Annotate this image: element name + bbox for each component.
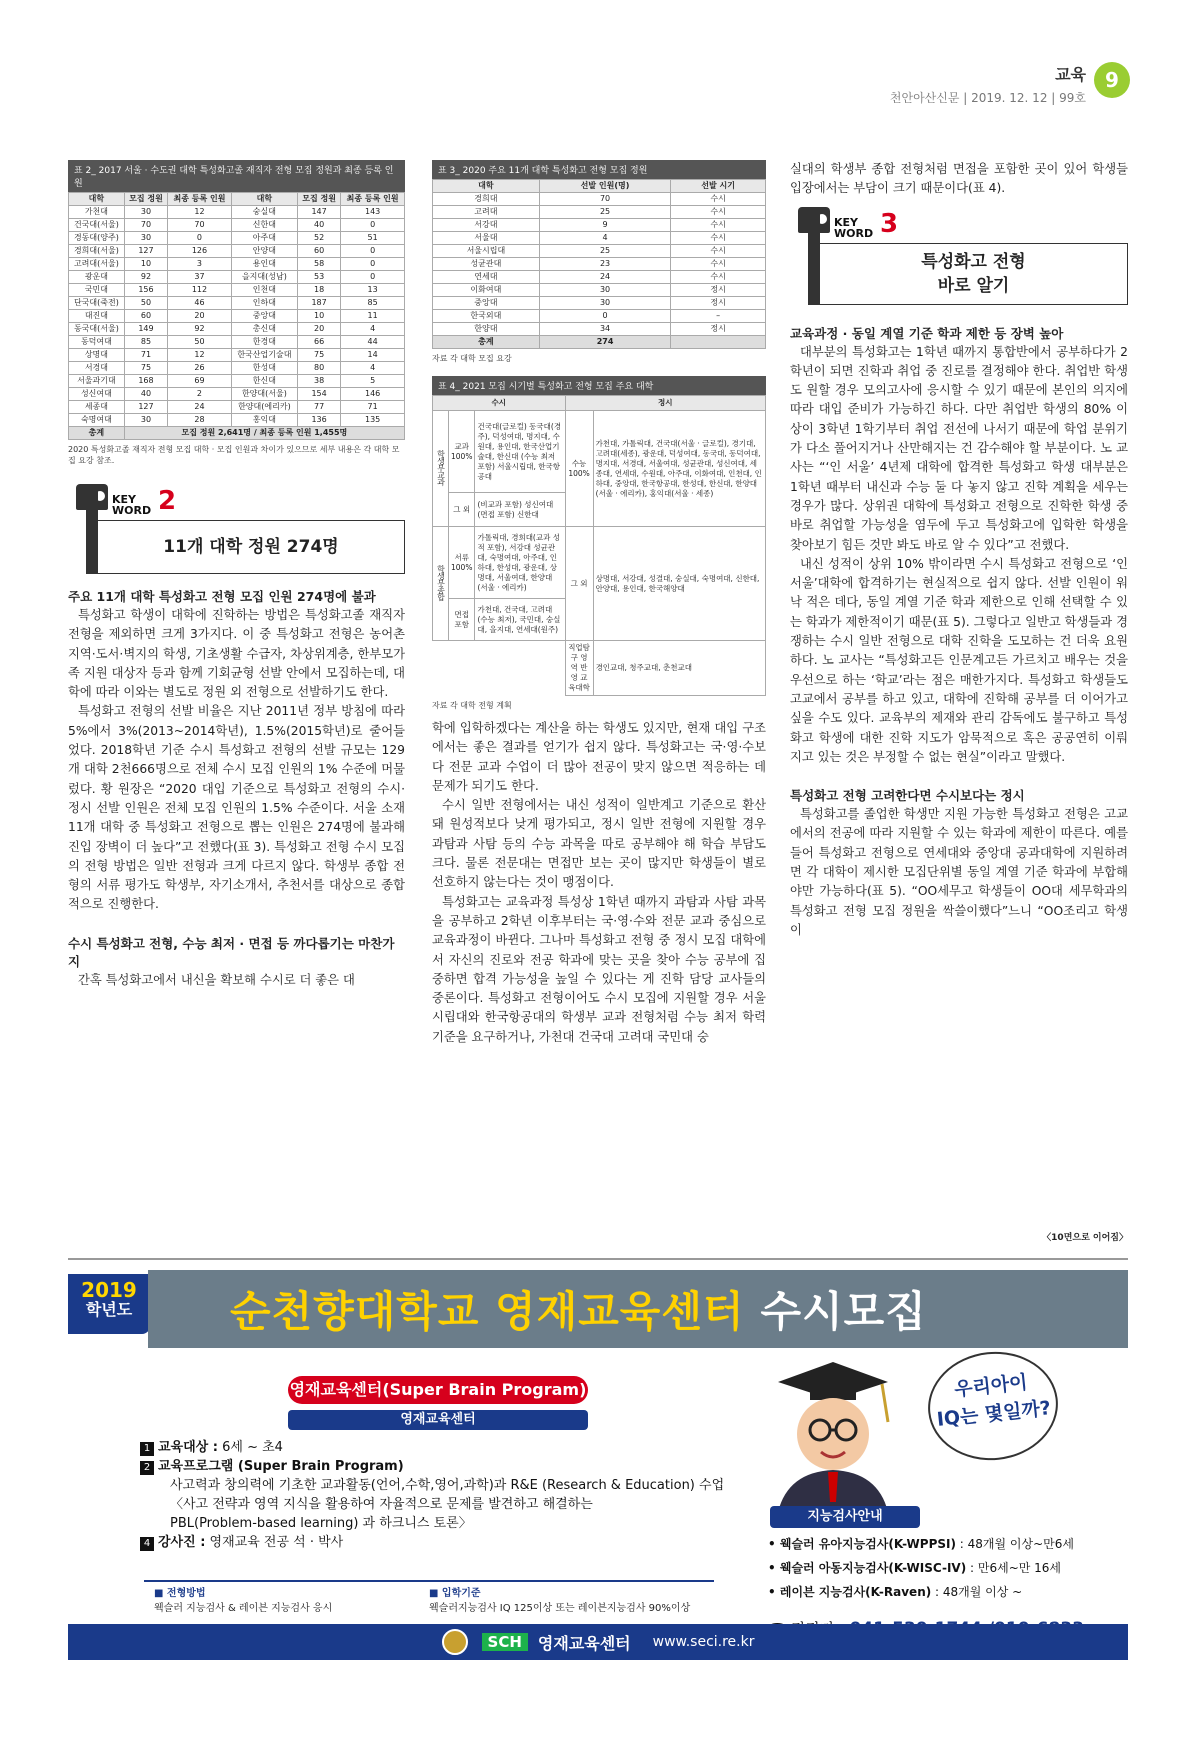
ad-item-2-line2: 〈사고 전략과 영역 지식을 활용하여 자율적으로 문제를 발견하고 해결하는 xyxy=(170,1497,593,1512)
table-cell: 인하대 xyxy=(231,297,297,310)
column-2 xyxy=(432,160,766,1047)
table-row xyxy=(69,232,405,245)
paragraph: 특성화고는 교육과정 특성상 1학년 때까지 과탐과 사탐 과목을 공부하고 2학년 이후부터는 국·영·수와 전문 교과 중심으로 교육과정이 바뀐다. 그나마 특성화고 전형 중 정시 모집 대학에서 자신의 진로와 전공 학과에 맞는 곳을 찾아 수능 공부에 집중하면 합격 가능성을 높일 수 있다는 게 진학 담당 교사들의 중론이다. 특성화고 전형이어도 수시 모집에 지원할 경우 서울시립대와 한국항공대의 학생부 교과 전형처럼 수능 최저 학력 기준을 요구하거나, 가천대 건국대 고려대 국민대 숭 xyxy=(432,894,766,1044)
column-3 xyxy=(790,160,1128,940)
table2-body xyxy=(69,206,405,427)
key-shaft xyxy=(86,490,98,574)
table-cell: 4 xyxy=(341,362,405,375)
table-cell: 30 xyxy=(124,414,167,427)
table-cell: 정시 xyxy=(671,297,766,310)
table-cell: 4 xyxy=(341,323,405,336)
ad-box2-head: ■ 입학기준 xyxy=(429,1588,481,1599)
table4-gyogwa100: 교과 100% xyxy=(449,411,475,493)
table-cell: 37 xyxy=(168,271,232,284)
table-row xyxy=(69,219,405,232)
table2-note: 2020 특성화고졸 재직자 전형 모집 대학 · 모집 인원과 차이가 있으므로 세부 내용은 각 대학 모집 요강 참조. xyxy=(68,445,400,465)
col2-body xyxy=(432,719,766,1047)
table3-total-value: 274 xyxy=(539,336,671,349)
table-cell: 이화여대 xyxy=(433,284,540,297)
table-cell: 70 xyxy=(124,219,167,232)
table-cell: 중앙대 xyxy=(433,297,540,310)
table2-total-label: 총계 xyxy=(69,427,125,440)
table-cell: 18 xyxy=(297,284,340,297)
table-cell: 14 xyxy=(341,349,405,362)
advertisement xyxy=(68,1258,1128,1660)
table-row xyxy=(69,401,405,414)
col3-kicker2: 특성화고 전형 고려한다면 수시보다는 정시 xyxy=(790,788,1025,804)
ad-test-1: • 웩슬러 유아지능검사(K-WPPSI) : 48개월 이상~만6세 xyxy=(768,1537,1074,1551)
col1-body-2 xyxy=(68,971,405,990)
table-cell: 한신대 xyxy=(231,375,297,388)
keyword3-box xyxy=(790,207,1128,305)
table-cell: 경동대(양주) xyxy=(69,232,125,245)
table3-source: 자료 각 대학 모집 요강 xyxy=(432,354,512,363)
table-cell: 40 xyxy=(297,219,340,232)
table4-col-susi: 수시 xyxy=(433,396,566,411)
page-header xyxy=(890,62,1130,106)
table-row xyxy=(69,323,405,336)
table-row xyxy=(433,284,766,297)
table-row xyxy=(433,245,766,258)
ad-test-2: • 웩슬러 아동지능검사(K-WISC-IV) : 만6세~만 16세 xyxy=(768,1561,1062,1575)
table4-jonghap-label: 학생부종합 xyxy=(436,564,446,600)
ad-item-4: 4 강사진 : 영재교육 전공 석 · 박사 xyxy=(140,1533,724,1552)
col3-body-0 xyxy=(790,160,1128,199)
table-cell: 광운대 xyxy=(69,271,125,284)
ad-program-pill: 영재교육센터(Super Brain Program) xyxy=(288,1376,588,1404)
table-cell: 154 xyxy=(297,388,340,401)
table2-total-row xyxy=(69,427,405,440)
table-cell: 11 xyxy=(341,310,405,323)
table-cell: 0 xyxy=(168,232,232,245)
table-row xyxy=(433,219,766,232)
table-row xyxy=(69,388,405,401)
table-cell: 3 xyxy=(168,258,232,271)
table-cell: 20 xyxy=(168,310,232,323)
table4-jeongsi-etc-text: 상명대, 서강대, 성결대, 숭실대, 숙명여대, 신한대, 안양대, 용인대, 한국해양대 xyxy=(593,527,765,641)
table-cell: 경희대(서울) xyxy=(69,245,125,258)
ad-test-header: 지능검사안내 xyxy=(770,1506,920,1528)
table-cell: 성신여대 xyxy=(69,388,125,401)
table-cell: 30 xyxy=(539,284,671,297)
table-cell: 71 xyxy=(341,401,405,414)
table-cell: 28 xyxy=(168,414,232,427)
col3-kicker1: 교육과정 · 동일 계열 기준 학과 제한 등 장벽 높아 xyxy=(790,325,1064,341)
table-cell: 12 xyxy=(168,349,232,362)
table-cell: 서울과기대 xyxy=(69,375,125,388)
table-cell: 44 xyxy=(341,336,405,349)
table4-suneung100-text: 가천대, 가톨릭대, 건국대(서울 · 글로컬), 경기대, 고려대(세종), 광운대, 덕성여대, 동국대, 동덕여대, 명지대, 서경대, 서울여대, 성균관대, 성신여대, 세종대, 연세대, 수원대, 아주대, 이화여대, 인천대, 인하대, 중앙대, 한국항공대, 한성대, 한신대, 한양대(서울 · 에리카), 홍익대(서울 · 세종) xyxy=(593,411,765,527)
ad-footer-name: 영재교육센터 xyxy=(537,1633,631,1653)
table-cell: 단국대(죽전) xyxy=(69,297,125,310)
table3-total-row xyxy=(433,336,766,349)
table-cell: 135 xyxy=(341,414,405,427)
table-cell: 세종대 xyxy=(69,401,125,414)
ad-item-1: 1 교육대상 : 6세 ~ 초4 xyxy=(140,1438,724,1457)
table3-caption: 표 3_ 2020 주요 11개 대학 특성화고 전형 모집 정원 xyxy=(432,160,766,179)
paragraph: 특성화고를 졸업한 학생만 지원 가능한 특성화고 전형은 고교에서의 전공에 따라 지원할 수 있는 학과에 제한이 따른다. 예를 들어 특성화고 전형으로 연세대와 중앙대 공과대학에 지원하려면 각 대학이 제시한 모집단위별 동일 계열 기준 학과에 부합해야만 가능하다(표 5). “OO세무고 학생들이 OO대 세무학과의 특성화고 전형 모집 정원을 싹쓸이했다”느니 “OO조리고 학생이 xyxy=(790,807,1128,937)
table2-header: 모집 정원 xyxy=(297,193,340,206)
table-cell: 수시 xyxy=(671,271,766,284)
table-cell: 국민대 xyxy=(69,284,125,297)
table-cell: 을지대(성남) xyxy=(231,271,297,284)
table-row xyxy=(69,414,405,427)
ad-box1-text: 웩슬러 지능검사 & 레이븐 지능검사 응시 xyxy=(154,1603,333,1614)
table-cell: 38 xyxy=(297,375,340,388)
ad-footer-url[interactable]: www.seci.re.kr xyxy=(652,1634,755,1650)
table-cell: 수시 xyxy=(671,232,766,245)
table-cell: 10 xyxy=(297,310,340,323)
ad-test-list xyxy=(768,1532,1074,1604)
col1-kicker1: 주요 11개 대학 특성화고 전형 모집 인원 274명에 불과 xyxy=(68,589,376,604)
paragraph: 실대의 학생부 종합 전형처럼 면접을 포함한 곳이 있어 학생들 입장에서는 부담이 크기 때문이다(표 4). xyxy=(790,162,1128,196)
table-cell: 46 xyxy=(168,297,232,310)
table-cell: 신한대 xyxy=(231,219,297,232)
table4-jikeop: 직업탐구 영역 반영 교육대학 xyxy=(565,641,593,696)
keyword3-title xyxy=(820,243,1128,305)
table2-header: 최종 등록 인원 xyxy=(341,193,405,206)
table-cell: 한성대 xyxy=(231,362,297,375)
table-cell: 인천대 xyxy=(231,284,297,297)
table-cell: 한양대(에리카) xyxy=(231,401,297,414)
table-cell: 아주대 xyxy=(231,232,297,245)
table-cell: 25 xyxy=(539,206,671,219)
table-cell: 중앙대 xyxy=(231,310,297,323)
ad-criteria-box xyxy=(144,1580,714,1626)
table-cell: 건국대(서울) xyxy=(69,219,125,232)
table-cell: 34 xyxy=(539,323,671,336)
table-cell: 92 xyxy=(168,323,232,336)
table-cell: 75 xyxy=(124,362,167,375)
table2-caption: 표 2_ 2017 서울 · 수도권 대학 특성화고졸 재직자 전형 모집 정원과 최종 등록 인원 xyxy=(68,160,405,192)
page-number: 9 xyxy=(1094,62,1130,98)
table-cell: 40 xyxy=(124,388,167,401)
table-row xyxy=(69,245,405,258)
table-cell: 정시 xyxy=(671,323,766,336)
table-cell: 한국외대 xyxy=(433,310,540,323)
table-cell: 80 xyxy=(297,362,340,375)
table-cell: 30 xyxy=(124,206,167,219)
table2-total-text: 모집 정원 2,641명 / 최종 등록 인원 1,455명 xyxy=(124,427,404,440)
keyword2-box xyxy=(68,484,405,574)
table-cell: 안양대 xyxy=(231,245,297,258)
table-cell: 2 xyxy=(168,388,232,401)
table-cell: 85 xyxy=(124,336,167,349)
table4-gyogwa-label: 학생부교과 xyxy=(436,449,446,485)
ad-year-badge xyxy=(68,1274,150,1334)
table4-caption: 표 4_ 2021 모집 시기별 특성화고 전형 모집 주요 대학 xyxy=(432,376,766,395)
ad-box1-head: ■ 전형방법 xyxy=(154,1588,206,1599)
table-cell: 정시 xyxy=(671,284,766,297)
child-graduate-illustration xyxy=(758,1342,908,1512)
ad-box2-text: 웩슬러지능검사 IQ 125이상 또는 레이븐지능검사 90%이상 xyxy=(429,1603,691,1614)
table-cell: 60 xyxy=(297,245,340,258)
table4-seoryu100-text: 가톨릭대, 경희대(교과 성적 포함), 서강대 성균관대, 숙명여대, 아주대, 인하대, 한성대, 광운대, 상명대, 서울여대, 한양대 (서울 · 에리카) xyxy=(475,527,565,599)
table-cell: 85 xyxy=(341,297,405,310)
table-cell: 58 xyxy=(297,258,340,271)
col3-body-2 xyxy=(790,805,1128,940)
table-cell: 한양대(서울) xyxy=(231,388,297,401)
keyword3-title-line1: 특성화고 전형 xyxy=(921,251,1026,272)
table2-header: 대학 xyxy=(231,193,297,206)
paragraph: 간혹 특성화고에서 내신을 확보해 수시로 더 좋은 대 xyxy=(78,972,355,987)
table-cell: 숭실대 xyxy=(231,206,297,219)
table-cell: 50 xyxy=(168,336,232,349)
table-row xyxy=(433,258,766,271)
table-cell: 9 xyxy=(539,219,671,232)
table-cell: 연세대 xyxy=(433,271,540,284)
table-cell: 70 xyxy=(539,193,671,206)
university-seal-icon xyxy=(442,1629,468,1655)
table-cell: 5 xyxy=(341,375,405,388)
paragraph: 내신 성적이 상위 10% 밖이라면 수시 특성화고 전형으로 ‘인서울’대학에 합격하기는 현실적으로 쉽지 않다. 선발 인원이 워낙 적은 데다, 동일 계열 기준 학과 제한으로 인해 선택할 수 있는 학과가 제한적이기 때문(표 5). 그렇다고 일반고 학생들과 경쟁하는 수시 일반 전형으로 대학 진학을 도모하는 건 더욱 요원하다. 노 교사는 “특성화고든 인문계고든 가르치고 배우는 것을 우선으로 하는 ‘학교’라는 점은 매한가지다. 특성화고 학생들도 고교에서 공부를 하고 있고, 대학에 진학해 공부를 더 이어가고 싶을 수도 있다. 교육부의 제재와 관리 감독에도 불구하고 특성화고 학생에 대한 진학 지도가 암묵적으로 혹은 공공연히 이뤄지고 있는 것은 부정할 수 없는 현실”이라고 말했다. xyxy=(790,556,1128,764)
ad-test-3: • 레이븐 지능검사(K-Raven) : 48개월 이상 ~ xyxy=(768,1585,1023,1599)
ad-items xyxy=(140,1438,724,1552)
keyword3-label: KEY WORD 3 xyxy=(834,208,899,240)
table-row xyxy=(69,362,405,375)
table-row xyxy=(433,323,766,336)
table-row xyxy=(69,375,405,388)
table-cell: 고려대 xyxy=(433,206,540,219)
col3-body xyxy=(790,343,1128,768)
ad-item-2: 2 교육프로그램 (Super Brain Program) xyxy=(140,1457,724,1476)
keyword3-number: 3 xyxy=(880,208,899,239)
table2-header: 모집 정원 xyxy=(124,193,167,206)
table-cell: 126 xyxy=(168,245,232,258)
table4-suneung100: 수능 100% xyxy=(565,411,593,527)
table-cell: 127 xyxy=(124,401,167,414)
table-cell: 0 xyxy=(341,271,405,284)
paragraph: 대부분의 특성화고는 1학년 때까지 통합반에서 공부하다가 2학년이 되면 진학과 취업 중 진로를 결정해야 한다. 취업반 학생도 원할 경우 모의고사에 응시할 수 있기 때문에 본인의 의지에 따라 대입 준비가 가능하긴 하다. 다만 취업반 학생의 80% 이상이 3학년 1학기부터 취업 전선에 나서기 때문에 학업 분위기가 다소 풀어지거나 산만해지는 건 감수해야 할 부분이다. 노 교사는 “‘인 서울’ 4년제 대학에 합격한 특성화고 학생 대부분은 1학년 때부터 내신과 수능 둘 다 놓지 않고 진학 계획을 세우는 경우가 많다. 상위권 대학에 특성화고 전형으로 진학한 학생 중 바로 취업할 가능성을 염두에 두고 특성화고에 입학한 학생을 찾아보기 힘든 것만 봐도 바로 알 수 있다”고 전했다. xyxy=(790,344,1128,552)
table-cell: 24 xyxy=(168,401,232,414)
table-row xyxy=(433,297,766,310)
table4-myeonjeop-text: 가천대, 건국대, 고려대 (수능 최저), 국민대, 숭실대, 을지대, 연세대(원주) xyxy=(475,599,565,641)
table-cell: 112 xyxy=(168,284,232,297)
table3 xyxy=(432,179,766,349)
table-row xyxy=(69,206,405,219)
table-cell: 60 xyxy=(124,310,167,323)
table-cell: 성균관대 xyxy=(433,258,540,271)
table-cell: 수시 xyxy=(671,219,766,232)
table-cell: 경희대 xyxy=(433,193,540,206)
ad-title-main: 순천향대학교 영재교육센터 xyxy=(230,1287,745,1336)
table-cell: 수시 xyxy=(671,193,766,206)
table-row xyxy=(433,232,766,245)
table-row xyxy=(433,310,766,323)
table-cell: 13 xyxy=(341,284,405,297)
ad-item-2-line1: 사고력과 창의력에 기초한 교과활동(언어,수학,영어,과학)과 R&E (Research & Education) 수업 xyxy=(170,1478,725,1493)
table-cell: 0 xyxy=(341,245,405,258)
table-cell: 동덕여대 xyxy=(69,336,125,349)
table2 xyxy=(68,192,405,440)
table-cell: 12 xyxy=(168,206,232,219)
table-cell: 30 xyxy=(124,232,167,245)
table4-jikeop-text: 경인교대, 청주교대, 춘천교대 xyxy=(593,641,765,696)
table4-seoryu100: 서류 100% xyxy=(449,527,475,599)
section-title: 교육 xyxy=(1055,65,1086,84)
table-cell: 서경대 xyxy=(69,362,125,375)
table-cell: 147 xyxy=(297,206,340,219)
table-cell: 10 xyxy=(124,258,167,271)
table-cell: 168 xyxy=(124,375,167,388)
table4-gyogwa-etc-text: (비교과 포함) 성신여대 (면접 포함) 신한대 xyxy=(475,493,565,527)
ad-center-pill: 영재교육센터 xyxy=(288,1410,588,1430)
table-cell: 수시 xyxy=(671,206,766,219)
table-cell: 가천대 xyxy=(69,206,125,219)
table-cell: 숙명여대 xyxy=(69,414,125,427)
table4 xyxy=(432,395,766,696)
paragraph: 특성화고 전형의 선발 비율은 지난 2011년 정부 방침에 따라 5%에서 3%(2013~2014학년), 1.5%(2015학년)로 줄어들었다. 2018학년 기준 수시 특성화고 전형의 선발 규모는 129개 대학 2천666명으로 전체 수시 모집 인원의 1% 수준에 머물렀다. 황 원장은 “2020 대입 기준으로 특성화고 전형의 수시·정시 선발 인원은 전체 모집 인원의 1.5% 수준이다. 서울 소재 11개 대학 중 특성화고 전형으로 뽑는 인원은 274명에 불과해 진입 장벽이 더 높다”고 전했다(표 3). 특성화고 전형 수시 모집의 전형 방법은 일반 전형과 크게 다르지 않다. 학생부 종합 전형의 서류 평가도 학생부, 자기소개서, 추천서를 대상으로 종합적으로 진행한다. xyxy=(68,704,405,912)
table-cell: 24 xyxy=(539,271,671,284)
table-cell: 149 xyxy=(124,323,167,336)
keyword2-title: 11개 대학 정원 274명 xyxy=(98,520,405,574)
table-row xyxy=(433,206,766,219)
ad-footer xyxy=(68,1624,1128,1660)
table-cell: 71 xyxy=(124,349,167,362)
table-cell: 홍익대 xyxy=(231,414,297,427)
table-cell: 한국산업기술대 xyxy=(231,349,297,362)
ad-banner xyxy=(148,1270,1128,1348)
keyword2-label: KEY WORD 2 xyxy=(112,486,177,517)
table4-gyogwa-etc: 그 외 xyxy=(449,493,475,527)
table-cell: 77 xyxy=(297,401,340,414)
paragraph: 학에 입학하겠다는 계산을 하는 학생도 있지만, 현재 대입 구조에서는 좋은 결과를 얻기가 쉽지 않다. 특성화고는 국·영·수보다 전문 교과 수업이 더 많아 전공이 맞지 않으면 적응하는 데 문제가 되기도 한다. xyxy=(432,721,766,793)
table-cell: 136 xyxy=(297,414,340,427)
table-row xyxy=(433,193,766,206)
sch-logo: SCH xyxy=(482,1633,528,1651)
table-cell: 서울시립대 xyxy=(433,245,540,258)
table-cell: 한경대 xyxy=(231,336,297,349)
table-cell: 서울대 xyxy=(433,232,540,245)
table4-myeonjeop: 면접 포함 xyxy=(449,599,475,641)
table4-gyogwa100-text: 건국대(글로컬) 동국대(경주), 덕성여대, 명지대, 수원대, 용인대, 한국산업기술대, 한신대 (수능 최저 포함) 서울시립대, 한국항공대 xyxy=(475,411,565,493)
ad-year-suffix: 학년도 xyxy=(85,1300,133,1319)
ad-speech-bubble: 우리아이 IQ는 몇일까? xyxy=(923,1346,1064,1467)
table-cell: 상명대 xyxy=(69,349,125,362)
key-shaft xyxy=(808,213,820,305)
table3-header: 대학 xyxy=(433,180,540,193)
table-cell: 고려대(서울) xyxy=(69,258,125,271)
table-row xyxy=(433,271,766,284)
col1-body xyxy=(68,606,405,915)
paragraph: 수시 일반 전형에서는 내신 성적이 일반계고 기준으로 환산돼 원성적보다 낮게 평가되고, 정시 일반 전형에 지원할 경우 과탐과 사탐 등의 수능 과목을 따로 공부해야 해 학습 부담도 크다. 물론 전문대는 면접만 보는 곳이 많지만 학생들이 별로 선호하지 않는다는 것이 맹점이다. xyxy=(432,798,766,890)
table-cell: 51 xyxy=(341,232,405,245)
table-cell: 0 xyxy=(341,258,405,271)
table-cell: 용인대 xyxy=(231,258,297,271)
keyword3-title-line2: 바로 알기 xyxy=(937,275,1010,296)
table4-source: 자료 각 대학 전형 계획 xyxy=(432,701,512,710)
table-row xyxy=(69,297,405,310)
ad-item-2-line3: PBL(Problem-based learning) 과 하크니스 토론〉 xyxy=(170,1516,472,1531)
table-row xyxy=(69,284,405,297)
table-cell: 69 xyxy=(168,375,232,388)
table-cell: 수시 xyxy=(671,245,766,258)
table-cell: 한양대 xyxy=(433,323,540,336)
ad-year: 2019 xyxy=(81,1278,137,1302)
table-cell: 50 xyxy=(124,297,167,310)
table-row xyxy=(69,349,405,362)
table-cell: 30 xyxy=(539,297,671,310)
table-cell: 156 xyxy=(124,284,167,297)
publication-info: 천안아산신문 | 2019. 12. 12 | 99호 xyxy=(889,91,1086,105)
continued-note: 〈10면으로 이어짐〉 xyxy=(1042,1233,1128,1243)
table3-header: 선발 시기 xyxy=(671,180,766,193)
table-cell: 26 xyxy=(168,362,232,375)
table-cell: 수시 xyxy=(671,258,766,271)
table-cell: 127 xyxy=(124,245,167,258)
col1-kicker2: 수시 특성화고 전형, 수능 최저 · 면접 등 까다롭기는 마찬가지 xyxy=(68,935,395,969)
table-cell: 서강대 xyxy=(433,219,540,232)
table-cell: 187 xyxy=(297,297,340,310)
table-cell: 53 xyxy=(297,271,340,284)
table-cell: 총신대 xyxy=(231,323,297,336)
column-1 xyxy=(68,160,405,990)
table3-header: 선발 인원(명) xyxy=(539,180,671,193)
table-cell: 0 xyxy=(341,219,405,232)
table-row xyxy=(69,310,405,323)
table-cell: 4 xyxy=(539,232,671,245)
table-cell: 20 xyxy=(297,323,340,336)
table2-header: 최종 등록 인원 xyxy=(168,193,232,206)
table-cell: – xyxy=(671,310,766,323)
table-cell: 52 xyxy=(297,232,340,245)
table-cell: 75 xyxy=(297,349,340,362)
table-cell: 146 xyxy=(341,388,405,401)
table-cell: 70 xyxy=(168,219,232,232)
table3-total-label: 총계 xyxy=(433,336,540,349)
table3-body xyxy=(433,193,766,336)
table-cell: 143 xyxy=(341,206,405,219)
table4-col-jeongsi: 정시 xyxy=(565,396,765,411)
table-cell: 동국대(서울) xyxy=(69,323,125,336)
table-row xyxy=(69,271,405,284)
table-cell: 25 xyxy=(539,245,671,258)
table-row xyxy=(69,336,405,349)
table2-header: 대학 xyxy=(69,193,125,206)
ad-title-sub: 수시모집 xyxy=(760,1287,927,1336)
paragraph: 특성화고 학생이 대학에 진학하는 방법은 특성화고졸 재직자 전형을 제외하면 크게 3가지다. 이 중 특성화고 전형은 농어촌 지역·도서·벽지의 학생, 기초생활 수급자, 차상위계층, 한부모가족 지원 대상자 등과 함께 기회균형 선발 안에서 모집하는데, 대학에 따라 이와는 별도로 정원 외 전형으로 선발하기도 한다. xyxy=(68,608,405,700)
table-cell: 23 xyxy=(539,258,671,271)
table-row xyxy=(69,258,405,271)
table-cell: 92 xyxy=(124,271,167,284)
table-cell: 0 xyxy=(539,310,671,323)
table-cell: 대진대 xyxy=(69,310,125,323)
table4-jeongsi-etc: 그 외 xyxy=(565,527,593,641)
keyword2-number: 2 xyxy=(158,486,177,516)
table-cell: 66 xyxy=(297,336,340,349)
